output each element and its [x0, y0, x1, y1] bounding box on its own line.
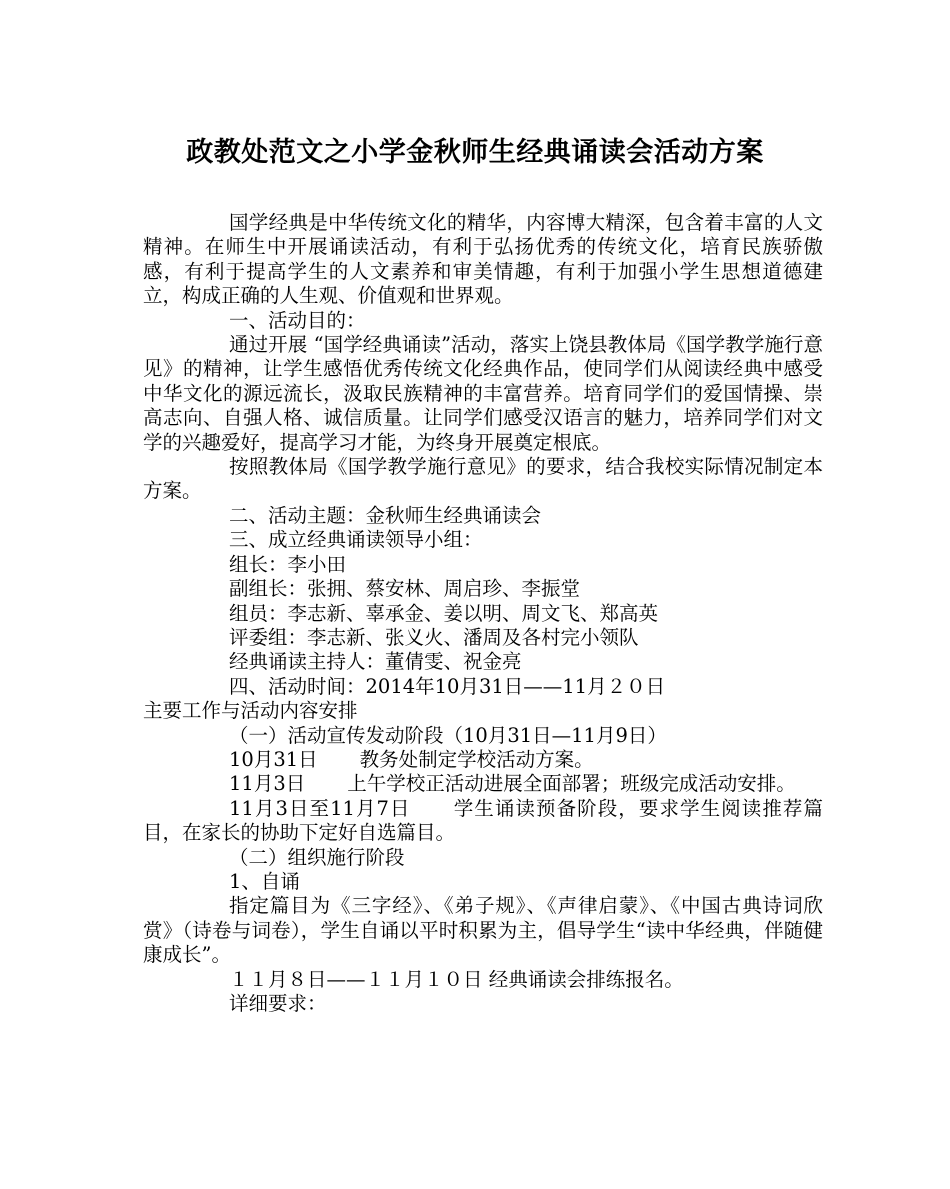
document-title: 政教处范文之小学金秋师生经典诵读会活动方案	[186, 137, 764, 168]
schedule-nov3-7	[143, 797, 823, 846]
item-1-heading: 1、自诵	[229, 869, 300, 893]
schedule-date: 10月31日	[229, 747, 318, 771]
schedule-task: 教务处制定学校活动方案。	[359, 747, 594, 771]
group-members: 组员：李志新、辜承金、姜以明、周文飞、郑高英	[229, 601, 659, 625]
schedule-nov3	[143, 772, 823, 796]
arrangement-heading: 主要工作与活动内容安排	[143, 699, 358, 723]
schedule-date: 11月3日	[229, 772, 306, 796]
group-vice-leaders: 副组长：张拥、蔡安林、周启珍、李振堂	[229, 577, 581, 601]
section-4-time: 四、活动时间：2014年10月31日——11月２０日	[229, 674, 666, 698]
section-1-basis: 按照教体局《国学教学施行意见》的要求，结合我校实际情况制定本方案。	[143, 455, 823, 503]
group-judges: 评委组：李志新、张义火、潘周及各村完小领队	[229, 625, 639, 649]
details-heading: 详细要求：	[229, 992, 327, 1015]
schedule-task: 学生诵读预备阶段，要求学生阅读推荐篇目，在家长的协助下定好自选篇目。	[143, 796, 823, 845]
group-leader: 组长：李小田	[229, 552, 347, 576]
phase-1-heading: （一）活动宣传发动阶段（10月31日—11月9日）	[229, 723, 667, 747]
schedule-oct31	[143, 748, 823, 772]
document-body	[143, 211, 823, 1016]
section-3-heading: 三、成立经典诵读领导小组：	[229, 528, 483, 552]
schedule-task: 上午学校正活动进展全面部署；班级完成活动安排。	[347, 772, 796, 796]
section-1-heading: 一、活动目的：	[229, 308, 366, 332]
item-1-body: 指定篇目为《三字经》、《弟子规》、《声律启蒙》、《中国古典诗词欣赏》（诗卷与词卷），学生自诵以平时积累为主，倡导学生“读中华经典，伴随健康成长”。	[143, 894, 823, 967]
group-hosts: 经典诵读主持人：董倩雯、祝金亮	[229, 650, 522, 674]
section-1-body: 通过开展 “国学经典诵读”活动，落实上饶县教体局《国学教学施行意见》的精神，让学生感悟优秀传统文化经典作品，使同学们从阅读经典中感受中华文化的源远流长，汲取民族精神的丰富营养。培育同学们的爱国情操、崇高志向、自强人格、诚信质量。让同学们感受汉语言的魅力，培养同学们对文学的兴趣爱好，提高学习才能，为终身开展奠定根底。	[143, 333, 823, 454]
schedule-nov8-10: １１月８日——１１月１０日 经典诵读会排练报名。	[229, 967, 684, 991]
phase-2-heading: （二）组织施行阶段	[229, 845, 405, 869]
schedule-date: 11月3日至11月7日	[229, 796, 411, 820]
intro-paragraph: 国学经典是中华传统文化的精华，内容博大精深，包含着丰富的人文精神。在师生中开展诵读活动，有利于弘扬优秀的传统文化，培育民族骄傲感，有利于提高学生的人文素养和审美情趣，有利于加强小学生思想道德建立，构成正确的人生观、价值观和世界观。	[143, 211, 823, 308]
section-2-theme: 二、活动主题：金秋师生经典诵读会	[229, 503, 542, 527]
